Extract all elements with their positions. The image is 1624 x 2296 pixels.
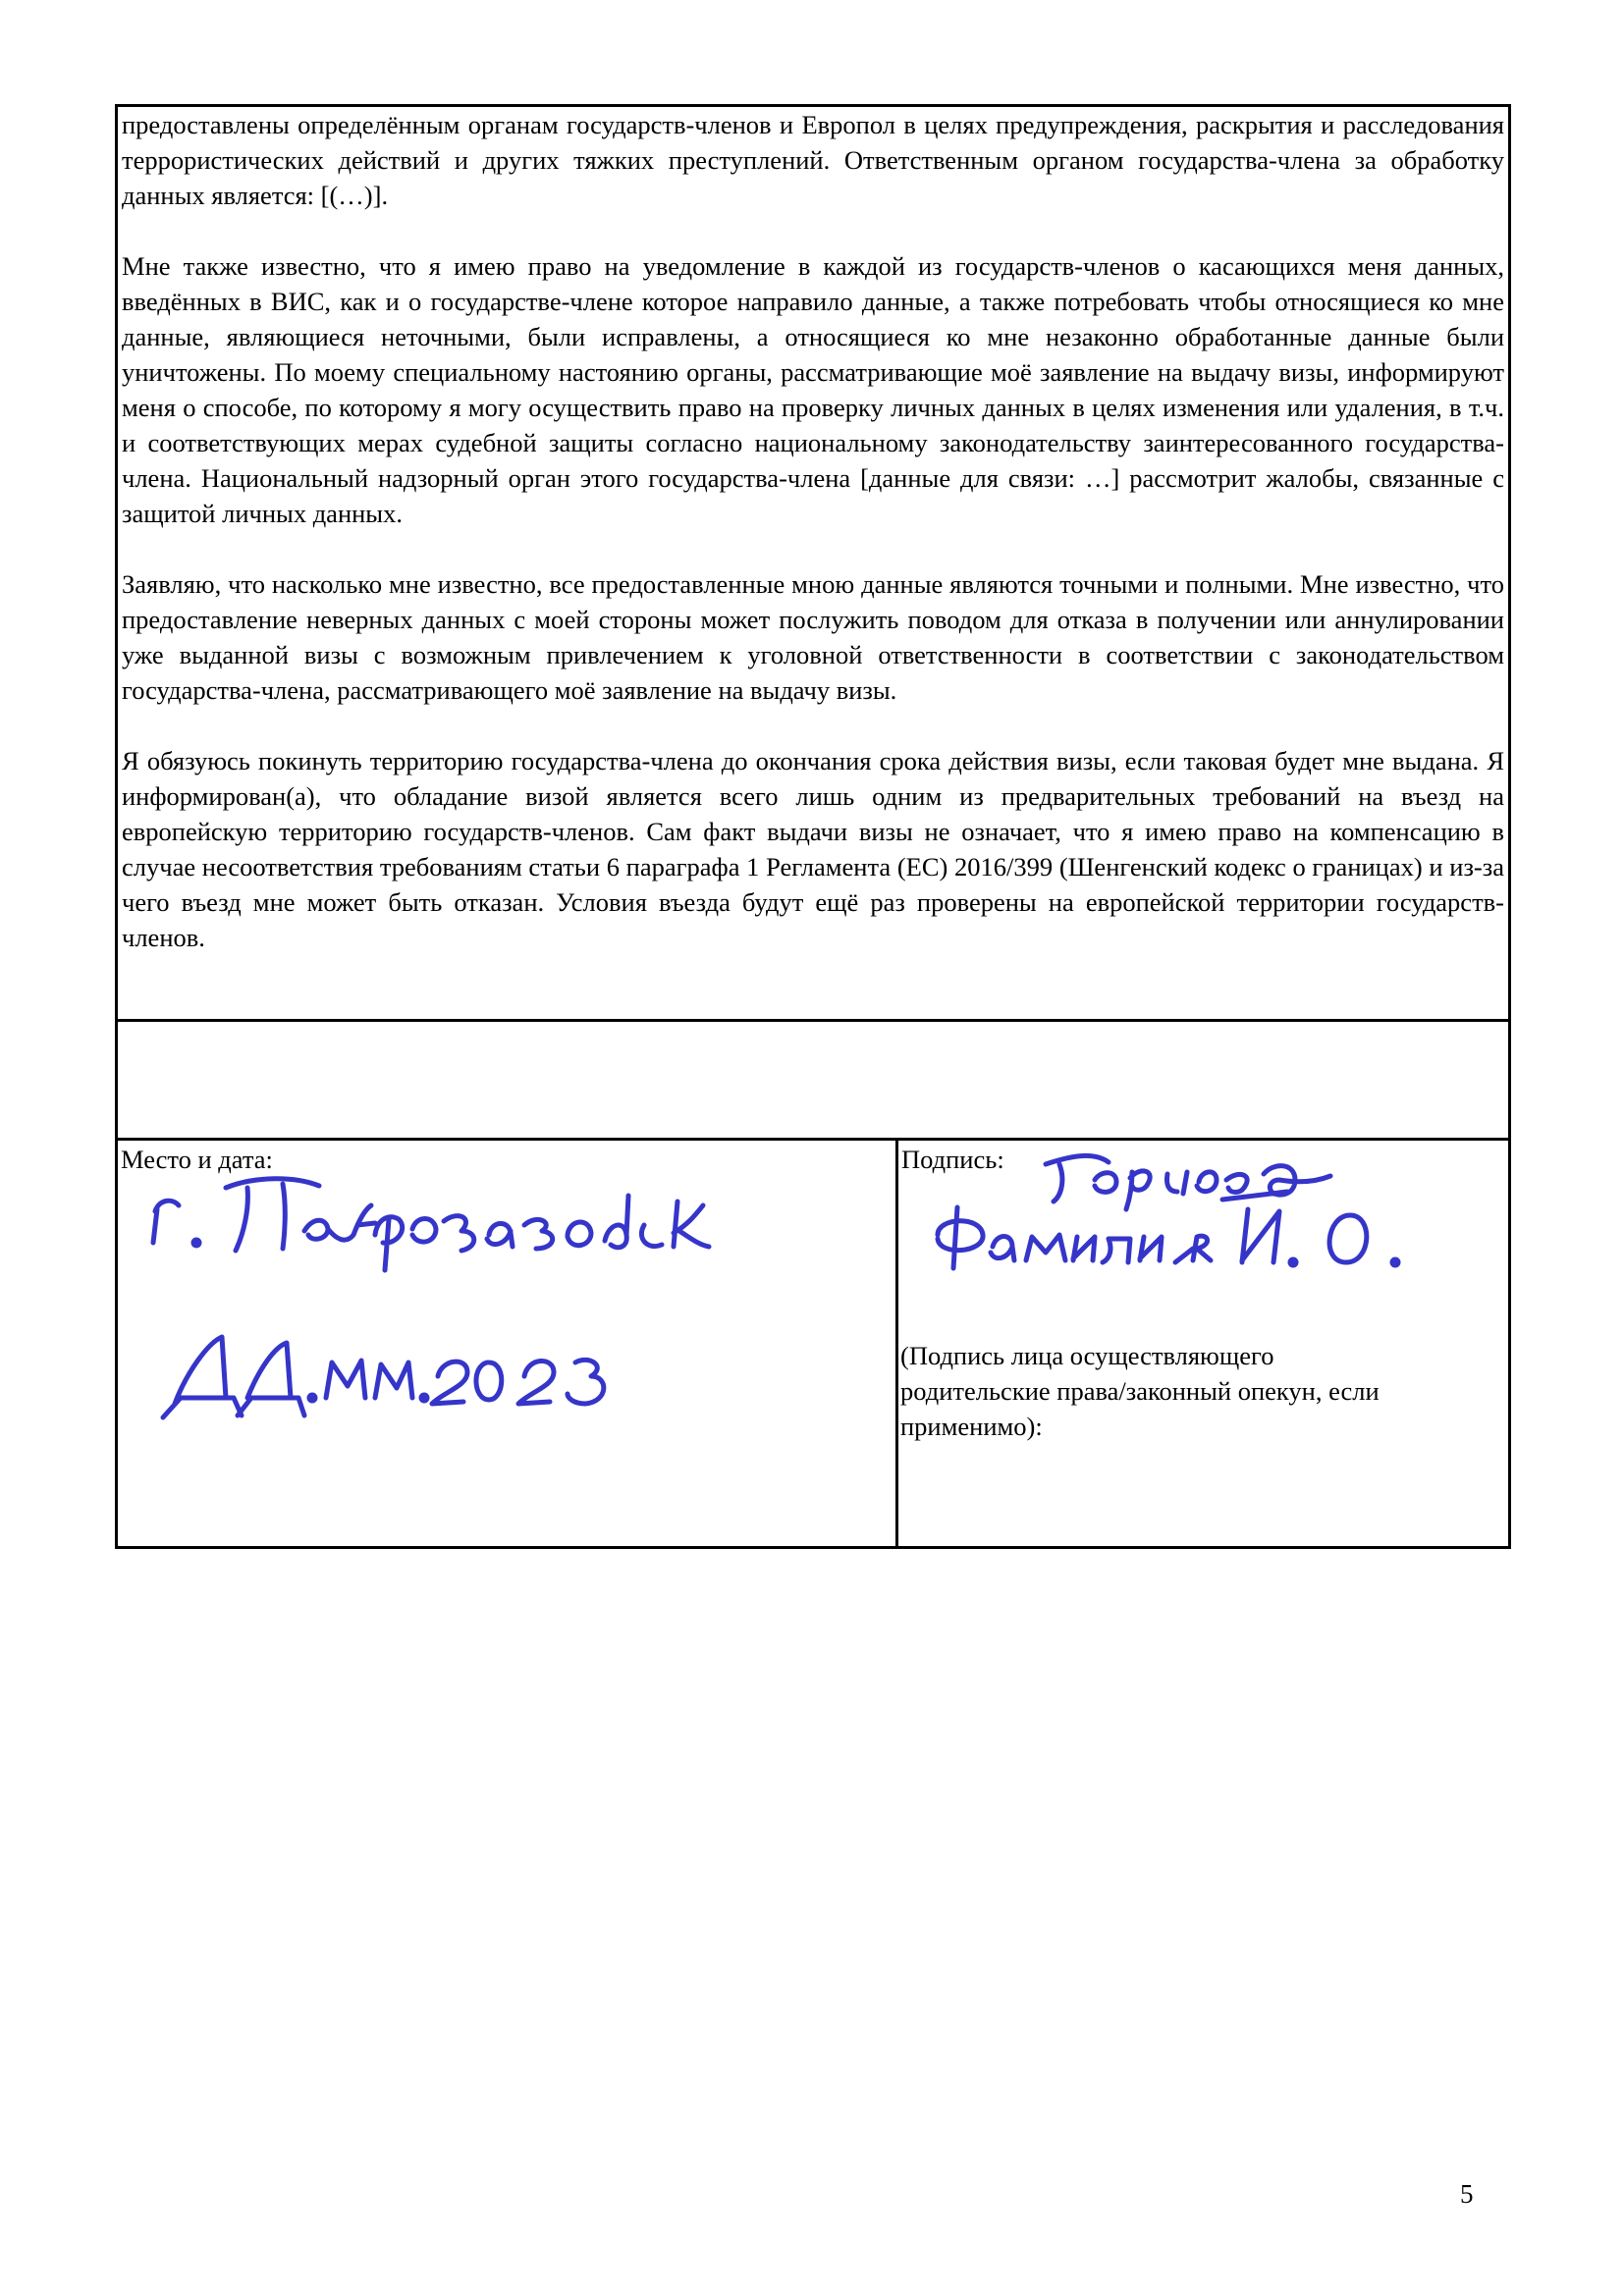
declaration-paragraph: Мне также известно, что я имею право на уведомление в каждой из государств-членов о касающихся меня данных, введённых в ВИС, как и о государстве-члене которое направило данные, а также потребовать чтобы относящиеся ко мне данные, являющиеся неточными, были исправлены, а относящиеся ко мне незаконно обработанные данные были уничтожены. По моему специальному настоянию органы, рассматривающие моё заявление на выдачу визы, информируют меня о способе, по которому я могу осуществить право на проверку личных данных в целях изменения или удаления, в т.ч. и соответствующих мерах судебной защиты согласно национальному законодательству заинтересованного государства-члена. Национальный надзорный орган этого государства-члена [данные для связи: …] рассмотрит жалобы, связанные с защитой личных данных.	[122, 251, 1504, 528]
signature-label: Подпись:	[901, 1145, 1004, 1174]
declaration-section	[118, 107, 1508, 1022]
declaration-paragraph: предоставлены определённым органам государств-членов и Европол в целях предупреждения, раскрытия и расследования террористических действий и других тяжких преступлений. Ответственным органом государства-члена за обработку данных является: [(…)].	[122, 110, 1504, 210]
guardian-signature-note: (Подпись лица осуществляющего родительские права/законный опекун, если применимо):	[900, 1341, 1380, 1441]
page-number: 5	[1460, 2179, 1474, 2209]
signature-row	[118, 1141, 1508, 1546]
declaration-paragraph: Я обязуюсь покинуть территорию государства-члена до окончания срока действия визы, если таковая будет мне выдана. Я информирован(а), что обладание визой является всего лишь одним из предварительных требований на въезд на европейскую территорию государств-членов. Сам факт выдачи визы не означает, что я имею право на компенсацию в случае несоответствия требованиям статьи 6 параграфа 1 Регламента (ЕС) 2016/399 (Шенгенский кодекс о границах) и из-за чего въезд мне может быть отказан. Условия въезда будут ещё раз проверены на европейской территории государств-членов.	[122, 746, 1504, 952]
empty-row	[118, 1022, 1508, 1141]
declaration-paragraph: Заявляю, что насколько мне известно, все предоставленные мною данные являются точными и полными. Мне известно, что предоставление неверных данных с моей стороны может послужить поводом для отказа в получении или аннулировании уже выданной визы с возможным привлечением к уголовной ответственности в соответствии с законодательством государства-члена, рассматривающего моё заявление на выдачу визы.	[122, 569, 1504, 705]
handwritten-place-date	[118, 1141, 895, 1543]
signature-cell[interactable]	[898, 1141, 1508, 1546]
place-date-cell[interactable]	[118, 1141, 898, 1546]
form-table	[115, 104, 1511, 1549]
place-date-label: Место и дата:	[121, 1145, 273, 1174]
